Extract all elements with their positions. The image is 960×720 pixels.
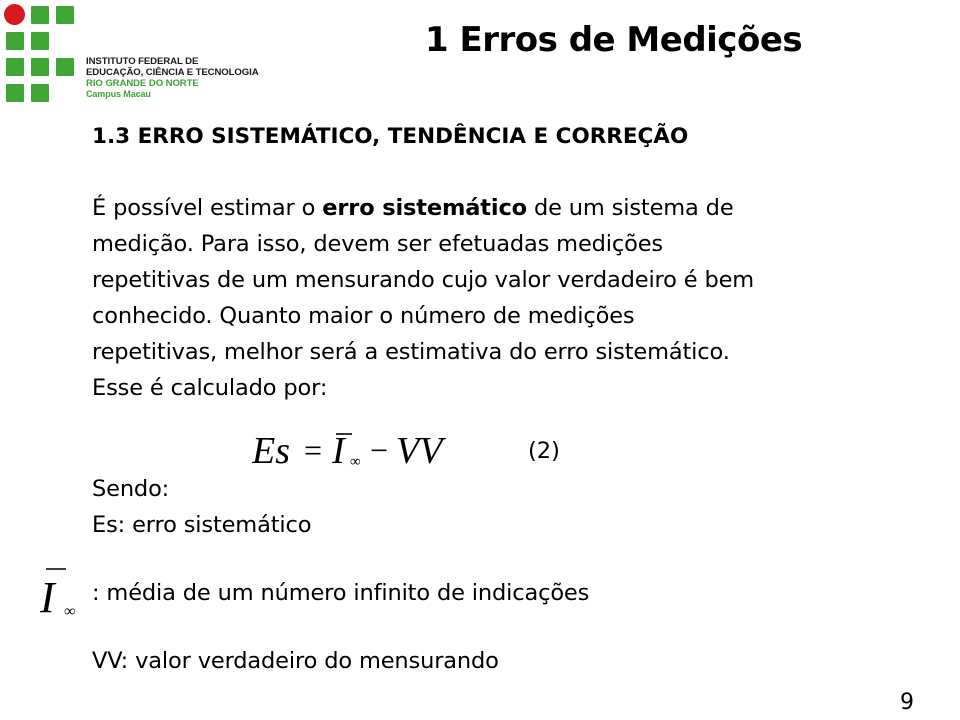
definition-mean: : média de um número infinito de indicações — [92, 580, 590, 606]
bold-term: erro sistemático — [322, 195, 527, 221]
mean-sub: ∞ — [64, 603, 76, 620]
logo-line-4: Campus Macau — [86, 89, 151, 99]
paragraph-line-2: medição. Para isso, devem ser efetuadas medições — [92, 231, 663, 257]
error-formula — [252, 430, 462, 470]
paragraph-line-1 — [92, 190, 912, 226]
paragraph-line-6: Esse é calculado por: — [92, 375, 328, 401]
logo-squares-icon — [4, 4, 84, 108]
where-label: Sendo: — [92, 476, 170, 502]
formula-lhs: Es — [252, 430, 290, 470]
mean-symbol — [40, 562, 92, 620]
mean-var: I — [40, 573, 55, 620]
slide-title: 1 Erros de Medições — [425, 20, 803, 60]
page-number: 9 — [900, 690, 914, 715]
logo-line-1: INSTITUTO FEDERAL DE — [86, 56, 199, 67]
paragraph-text: de um sistema de — [526, 195, 734, 221]
paragraph-text: É possível estimar o — [92, 195, 323, 221]
formula-sub: ∞ — [350, 454, 361, 470]
definition-vv: VV: valor verdadeiro do mensurando — [92, 648, 499, 674]
formula-minus: − — [370, 432, 389, 468]
logo-line-2: EDUCAÇÃO, CIÊNCIA E TECNOLOGIA — [86, 67, 259, 78]
formula-var: I — [332, 430, 345, 470]
paragraph-line-5: repetitivas, melhor será a estimativa do erro sistemático. — [92, 339, 730, 365]
definition-es: Es: erro sistemático — [92, 512, 312, 538]
paragraph-line-3: repetitivas de um mensurando cujo valor verdadeiro é bem — [92, 267, 755, 293]
formula-equals: = — [304, 432, 323, 468]
institute-logo — [4, 4, 274, 108]
section-heading: 1.3 ERRO SISTEMÁTICO, TENDÊNCIA E CORREÇÃO — [92, 124, 689, 149]
body-paragraph — [92, 190, 912, 406]
logo-line-3: RIO GRANDE DO NORTE — [86, 78, 199, 89]
logo-text — [86, 56, 259, 100]
equation-number: (2) — [528, 438, 560, 464]
paragraph-line-4: conhecido. Quanto maior o número de medições — [92, 303, 635, 329]
formula-rhs: VV — [396, 430, 443, 470]
